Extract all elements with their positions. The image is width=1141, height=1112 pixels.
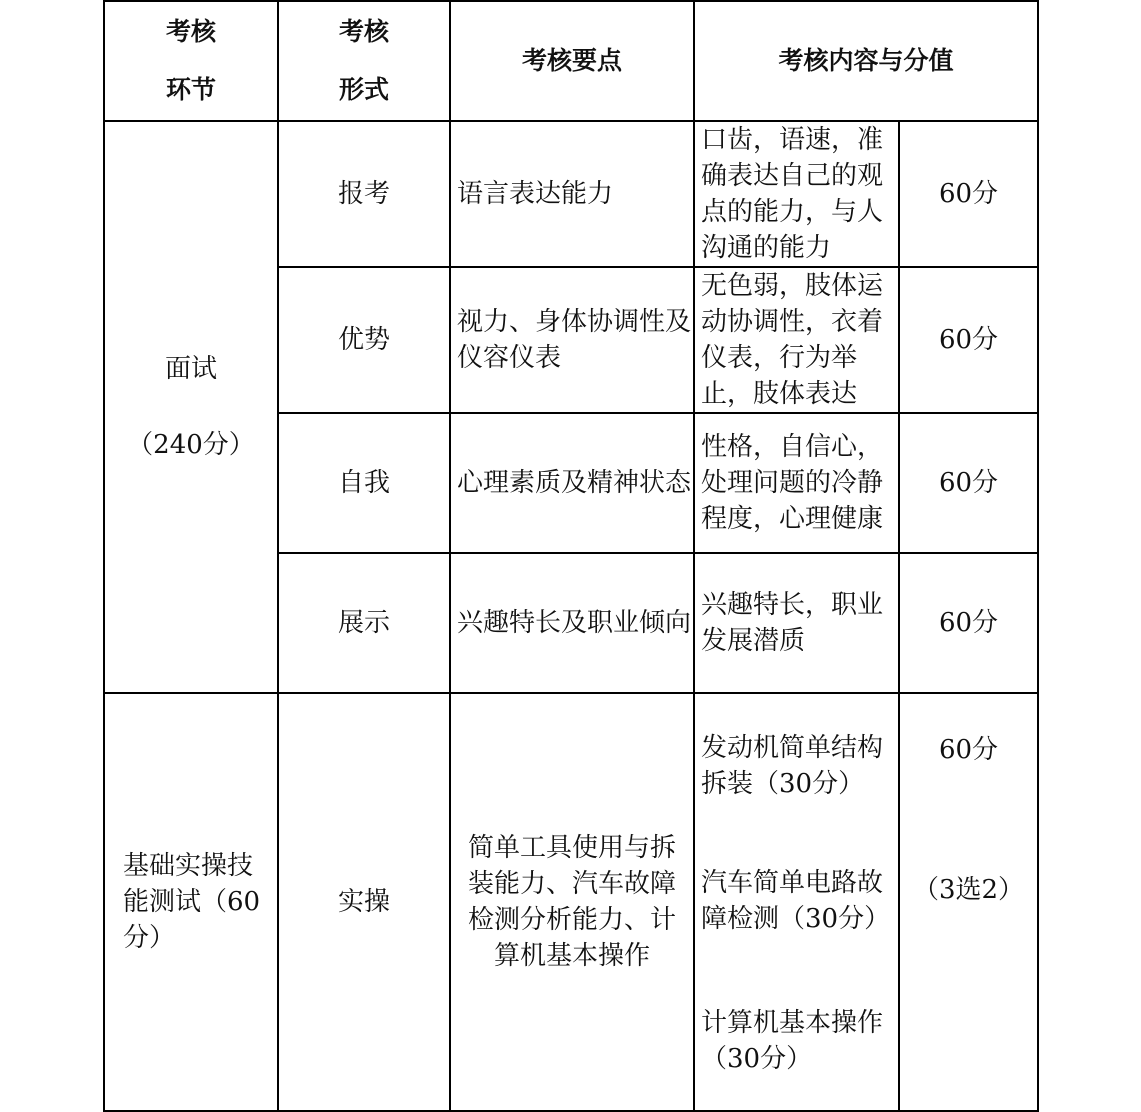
practical-item: 计算机基本操作（30分） [701, 1008, 884, 1074]
score-cell: 60分 [899, 553, 1038, 693]
content-cell: 口齿，语速，准确表达自己的观点的能力，与人沟通的能力 [694, 121, 899, 267]
point-cell: 语言表达能力 [450, 121, 694, 267]
assessment-table [103, 0, 1039, 1112]
score-cell: 60分 [899, 413, 1038, 553]
practical-row [104, 693, 1038, 1111]
practical-form: 实操 [278, 693, 450, 1111]
score-cell: 60分 [899, 267, 1038, 413]
practical-score: 60分 [938, 735, 999, 765]
point-cell: 心理素质及精神状态 [450, 413, 694, 553]
content-cell: 无色弱，肢体运动协调性，衣着仪表，行为举止，肢体表达 [694, 267, 899, 413]
content-cell: 兴趣特长，职业发展潜质 [694, 553, 899, 693]
header-points: 考核要点 [450, 1, 694, 121]
header-row [104, 1, 1038, 121]
score-cell: 60分 [899, 121, 1038, 267]
table-row [104, 121, 1038, 267]
practical-items [694, 693, 899, 1111]
point-cell: 视力、身体协调性及仪容仪表 [450, 267, 694, 413]
header-stage: 考核 环节 [104, 1, 278, 121]
practical-choose: （3选2） [912, 875, 1025, 905]
interview-stage-cell [104, 121, 278, 693]
point-cell: 兴趣特长及职业倾向 [450, 553, 694, 693]
form-cell: 优势 [278, 267, 450, 413]
form-cell: 展示 [278, 553, 450, 693]
practical-item: 汽车简单电路故障检测（30分） [701, 868, 891, 934]
practical-stage: 基础实操技能测试（60分） [104, 693, 278, 1111]
practical-score-cell [899, 693, 1038, 1111]
form-cell: 报考 [278, 121, 450, 267]
practical-point: 简单工具使用与拆装能力、汽车故障检测分析能力、计算机基本操作 [450, 693, 694, 1111]
content-cell: 性格，自信心，处理问题的冷静程度，心理健康 [694, 413, 899, 553]
header-form: 考核 形式 [278, 1, 450, 121]
practical-item: 发动机简单结构拆装（30分） [701, 733, 884, 799]
form-cell: 自我 [278, 413, 450, 553]
header-content: 考核内容与分值 [694, 1, 1038, 121]
interview-stage-score: （240分） [127, 430, 255, 460]
interview-stage: 面试 [164, 354, 217, 384]
